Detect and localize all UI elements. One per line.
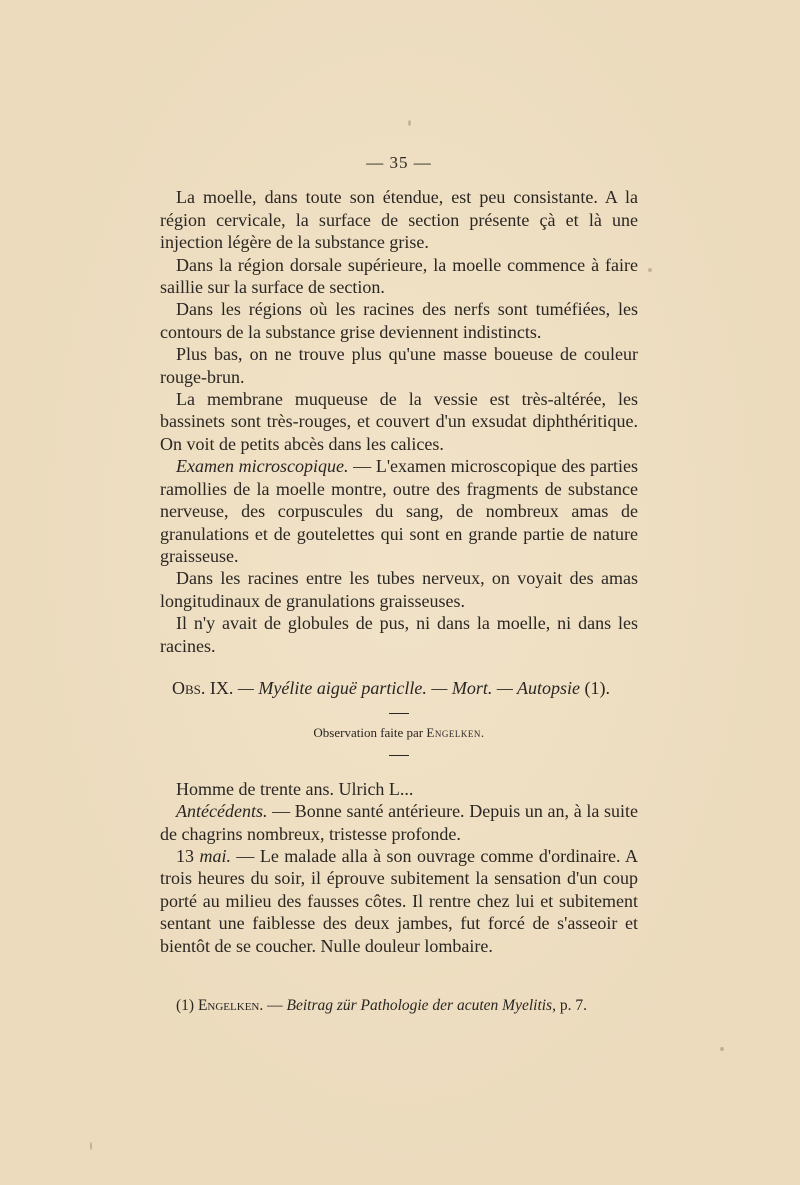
antecedents-label: Antécédents.	[176, 801, 268, 822]
byline-prefix: Observation faite par	[313, 725, 427, 741]
exam-text: — L'examen microscopique des parties ramollies de la moelle montre, outre des fragments de substance nerveuse, des corpuscules du sang, de nombreux amas de granulations et de goutelettes qui sont en grande partie de nature graisseuse.	[160, 456, 638, 566]
mai-date: 13	[176, 845, 200, 866]
mai-paragraph	[160, 845, 638, 957]
obs-title: — Myélite aiguë particlle. — Mort. — Autopsie	[233, 677, 581, 698]
footnote-dash: —	[263, 997, 287, 1014]
paragraph: Il n'y avait de globules de pus, ni dans la moelle, ni dans les racines.	[160, 613, 638, 656]
obs-ref: (1).	[580, 677, 611, 698]
page-number: — 35 —	[366, 153, 432, 172]
exam-paragraph	[160, 455, 638, 567]
byline-author: Engelken.	[426, 725, 485, 741]
footnote-page: , p. 7.	[552, 997, 587, 1014]
paper-stain	[648, 268, 652, 272]
mai-month: mai.	[199, 845, 231, 866]
paragraph: La membrane muqueuse de la vessie est très-altérée, les bassinets sont très-rouges, et couvert d'un exsudat diphthéritique. On voit de petits abcès dans les calices.	[160, 389, 638, 454]
obs-label: Obs. IX.	[172, 677, 234, 698]
footnote-author: Engelken.	[197, 997, 264, 1014]
paragraph: Dans les régions où les racines des nerfs sont tuméfiées, les contours de la substance grise deviennent indistincts.	[160, 299, 638, 342]
exam-label: Examen microscopique.	[176, 456, 349, 477]
paper-stain	[408, 120, 411, 126]
case-intro: Homme de trente ans. Ulrich L...	[176, 778, 414, 799]
paper-stain	[90, 1142, 92, 1150]
divider	[389, 755, 409, 756]
footnote-title: Beitrag zür Pathologie der acuten Myelitis	[286, 997, 553, 1014]
paper-stain	[720, 1047, 724, 1051]
byline	[160, 722, 638, 744]
paragraph: Dans les racines entre les tubes nerveux, on voyait des amas longitudinaux de granulations graisseuses.	[160, 568, 638, 611]
paragraph: Dans la région dorsale supérieure, la moelle commence à faire saillie sur la surface de section.	[160, 254, 638, 298]
antecedents-text: — Bonne santé antérieure. Depuis un an, à la suite de chagrins nombreux, tristesse profonde.	[160, 801, 638, 844]
divider	[389, 713, 409, 714]
paragraph: Plus bas, on ne trouve plus qu'une masse boueuse de couleur rouge-brun.	[160, 344, 638, 387]
footnote	[176, 996, 646, 1016]
paragraph: La moelle, dans toute son étendue, est peu consistante. A la région cervicale, la surface de section présente çà et là une injection légère de la substance grise.	[160, 187, 638, 253]
antecedents-paragraph	[160, 800, 638, 845]
footnote-marker: (1)	[176, 997, 198, 1014]
main-text	[160, 152, 638, 957]
mai-text: — Le malade alla à son ouvrage comme d'ordinaire. A trois heures du soir, il éprouve subitement la sensation d'un coup porté au milieu des fausses côtes. Il rentre chez lui et subitement sentant une faiblesse des deux jambes, fut forcé de s'asseoir et bientôt de se coucher. Nulle douleur lombaire.	[160, 845, 638, 956]
observation-heading	[160, 677, 638, 699]
